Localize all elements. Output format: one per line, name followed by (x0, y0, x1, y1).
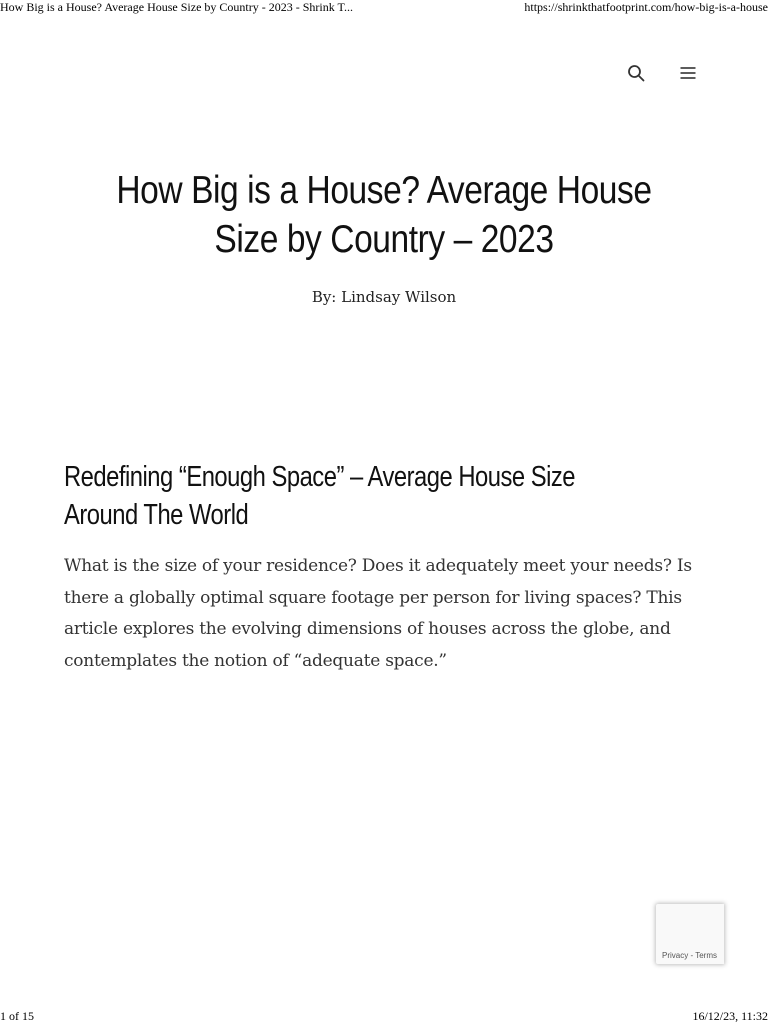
article-byline (64, 286, 704, 308)
intro-paragraph: What is the size of your residence? Does it adequately meet your needs? Is there a globally optimal square footage per person for living spaces? This article explores the evolving dimensions of houses across the globe, and contemplates the notion of “adequate space.” (64, 556, 692, 671)
recaptcha-badge[interactable] (656, 904, 724, 964)
print-footer-datetime: 16/12/23, 11:32 (692, 1009, 768, 1023)
print-header-title: How Big is a House? Average House Size by Country - 2023 - Shrink T... (0, 0, 353, 14)
article-title: How Big is a House? Average House Size by Country – 2023 (116, 169, 652, 261)
search-icon[interactable] (627, 64, 645, 82)
recaptcha-privacy-link[interactable]: Privacy (662, 951, 689, 960)
print-header-url: https://shrinkthatfootprint.com/how-big-is-a-house (524, 0, 768, 14)
recaptcha-terms-link[interactable]: Terms (695, 951, 717, 960)
header-nav (622, 62, 702, 84)
recaptcha-links (662, 951, 717, 961)
print-footer-page-count: 1 of 15 (0, 1009, 34, 1023)
byline-prefix: By: (311, 288, 342, 306)
hamburger-menu-icon[interactable] (679, 64, 697, 82)
author-name[interactable]: Lindsay Wilson (341, 288, 457, 306)
section-heading: Redefining “Enough Space” – Average House Size Around The World (64, 461, 576, 531)
recaptcha-separator: - (688, 951, 696, 960)
